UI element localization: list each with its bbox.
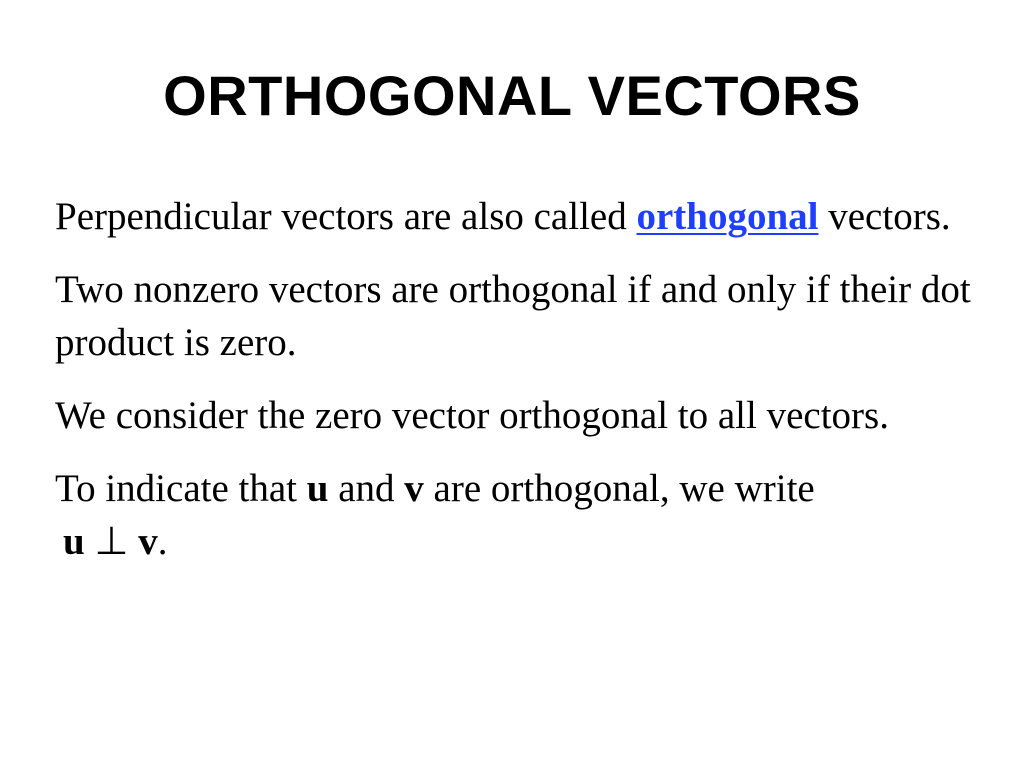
slide-body [55, 190, 975, 588]
paragraph-definition [55, 190, 975, 243]
orthogonal-link[interactable]: orthogonal [636, 195, 819, 238]
paragraph-text: To indicate that [55, 467, 307, 510]
notation-vector-v: v [138, 520, 158, 563]
paragraph-text: Perpendicular vectors are also called [55, 195, 637, 238]
vector-v: v [404, 467, 424, 510]
paragraph-zero-vector: We consider the zero vector orthogonal to all vectors. [55, 394, 889, 437]
paragraph-text: vectors. [818, 195, 951, 238]
notation-vector-u: u [63, 520, 85, 563]
paragraph-dot-product: Two nonzero vectors are orthogonal if and only if their dot product is zero. [55, 268, 971, 364]
paragraph-text: . [157, 520, 168, 563]
vector-u: u [306, 467, 329, 510]
paragraph-text: and [328, 467, 405, 510]
perpendicular-symbol: ⊥ [84, 520, 139, 563]
paragraph-text: are orthogonal, we write [423, 467, 815, 510]
paragraph-notation [55, 462, 975, 568]
slide-title: ORTHOGONAL VECTORS [163, 64, 861, 127]
